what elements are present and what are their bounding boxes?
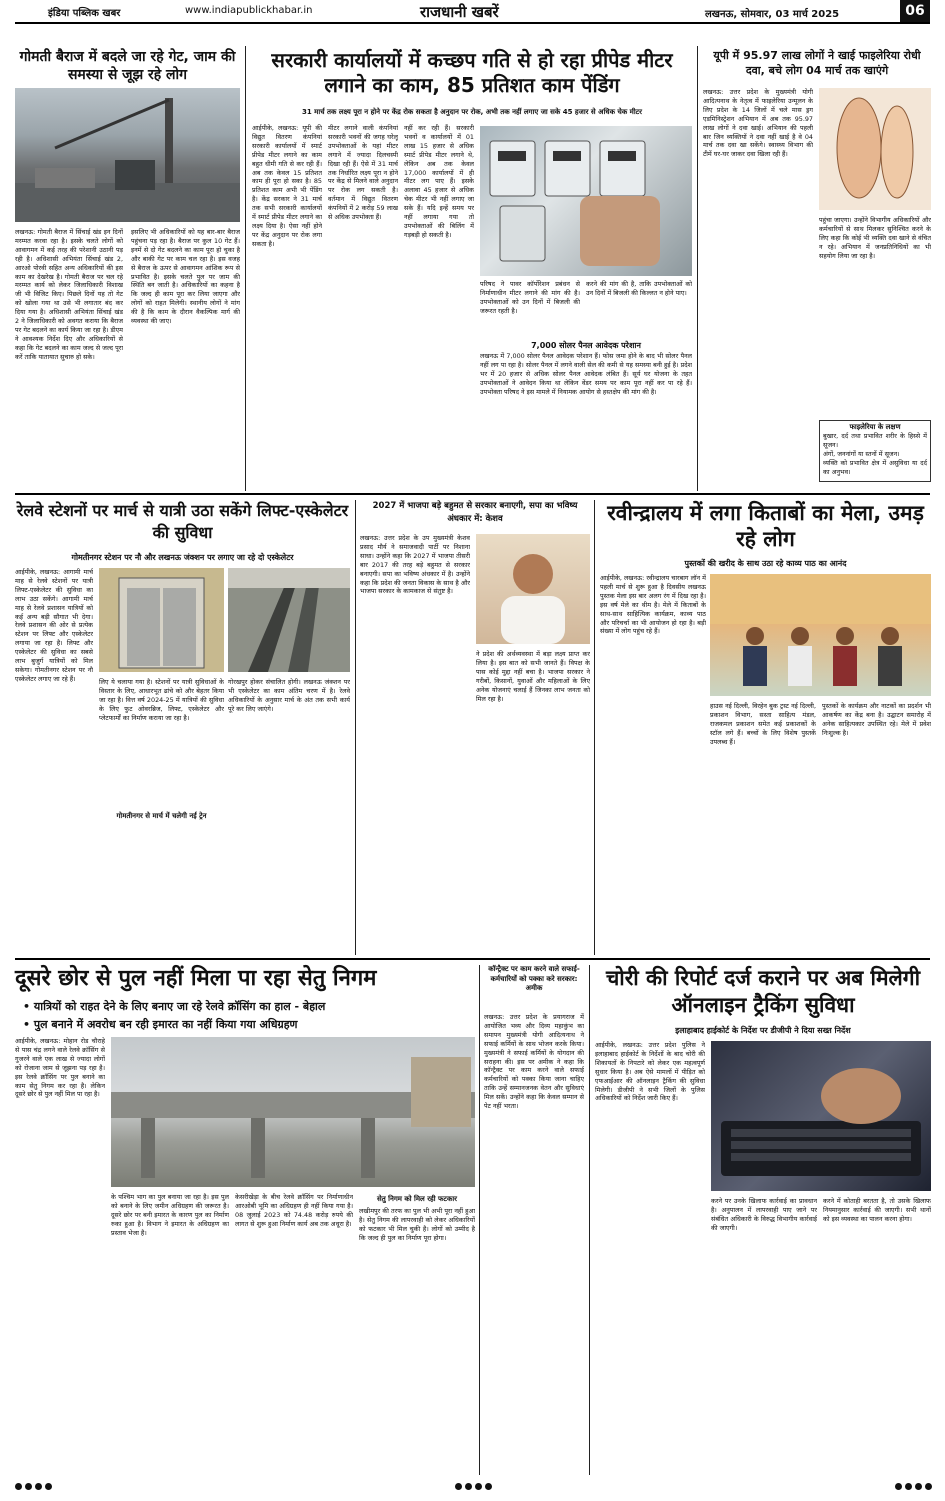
story-body: हाउस नई दिल्ली, विरहेन बुक ट्रस्ट नई दिल्ली, प्रकाशन विभाग, सस्ता साहित्य मंडल, राजकमल प्रकाशन समेत कई प्रकाशकों के स्टॉल लगे हैं। बच्चों के लिए विशेष पुस्तकें उपलब्ध हैं। [710, 702, 816, 746]
masthead-left-title: इंडिया पब्लिक खबर [48, 8, 121, 19]
divider [355, 500, 356, 955]
bullet-text: यात्रियों को राहत देने के लिए बनाए जा रहे रेलवे क्रॉसिंग का हाल - बेहाल [33, 1000, 326, 1013]
story-body: करने पर उनके खिलाफ कार्रवाई का प्रावधान है। अनुपालन में लापरवाही पाए जाने पर संबंधित अधिकारी के विरुद्ध विभागीय कार्रवाई की जाएगी। [711, 1197, 817, 1232]
keyboard-illustration [711, 1041, 931, 1191]
story-body: आईपीके, लखनऊ: उत्तर प्रदेश पुलिस ने इलाहाबाद हाईकोर्ट के निर्देशों के बाद चोरी की शिकायतों के निपटारे को लेकर एक महत्वपूर्ण सुधार किया है। अब ऐसे मामलों में पीड़ित को एफआईआर की ऑनलाइन ट्रैकिंग की सुविधा मिलेगी। डीजीपी ने सभी जिलों के पुलिस अधिकारियों को निर्देश जारी किए हैं। [595, 1041, 705, 1103]
story-body: नहीं कर रही हैं। सरकारी भवनों व कार्यालयों में 01 लाख 15 हजार से अधिक स्मार्ट प्रीपेड मीटर लगाने थे, लेकिन अब तक केवल 17,000 कार्यालयों में ही मीटर लग पाए हैं। इसके अलावा 45 हजार से अधिक चेक मीटर भी नहीं लगाए जा सके हैं। यदि इन्हें समय पर नहीं लगाया गया तो उपभोक्ताओं की बिलिंग में गड़बड़ी हो सकती है। [404, 124, 474, 239]
story-body: करने में कोताही बरतता है, तो उसके खिलाफ नियमानुसार कार्रवाई की जाएगी। सभी थानों को इस व्यवस्था का पालन करना होगा। [823, 1197, 931, 1223]
headline[interactable]: रेलवे स्टेशनों पर मार्च से यात्री उठा सकेंगे लिफ्ट-एस्केलेटर की सुविधा [16, 501, 349, 542]
meters-illustration [480, 126, 692, 276]
bullet-text: पुल बनाने में अवरोध बन रही इमारत का नहीं किया गया अधिग्रहण [33, 1018, 298, 1031]
story-setu-nigam [15, 965, 475, 1475]
story-theft-report [595, 965, 931, 1475]
story-body: ने प्रदेश की अर्थव्यवस्था में बड़ा लक्ष्य प्राप्त कर लिया है। इस बात को सभी जानते हैं। विपक्ष के पास कोई मुद्दा नहीं बचा है। भाजपा सरकार ने गरीबों, किसानों, युवाओं और महिलाओं के लिए अनेक योजनाएं चलाई हैं जिनका लाभ जनता को मिल रहा है। [476, 650, 590, 703]
divider [697, 46, 698, 491]
photo-lift [99, 568, 224, 672]
story-body: लखनऊ: गोमती बैराज में सिंचाई खंड इन दिनों मरम्मत करवा रहा है। इसके चलते लोगों को आवागमन में कई तरह की परेशानी उठानी पड़ रही है। अधिशासी अभियंता सिंचाई खंड 2, आरओ पोरवी सहित अन्य अधिकारियों की इस काम का देखरेख है। गोमती बैराज पर चल रहे मरम्मत कार्य को लेकर जिलाधिकारी विशाख जी भी विजिट किए। पिछले दिनों यह तो गेट को खोला गया था उसे भी लगातार बंद कर दिया गया है। अधिशासी अभियंता सिंचाई खंड 2 ने जिलाधिकारी को अवगत कराया कि बैराज पर गेट बदलने का कार्य किया जा रहा है। डीएम ने आवश्यक निर्देश दिए और अधिकारियों से कहा कि गेट बदलने का काम जल्द से जल्द पूरा करें ताकि यातायात सुचारु हो सके। [15, 228, 123, 361]
story-body: पहुंचा जाएगा। उन्होंने विभागीय अधिकारियों और कर्मचारियों से साथ मिलकर सुनिश्चित करने के लिए कहा कि कोई भी व्यक्ति दवा खाने से वंचित न रहे। अभियान में जनप्रतिनिधियों का भी सहयोग लिया जा रहा है। [819, 216, 931, 260]
story-body: लखनऊ में 7,000 सोलर पैनल आवेदक परेशान हैं। फोस जमा होने के बाद भी सोलर पैनल नहीं लग पा रहा है। सोलर पैनल में लगने वाली सेल की कमी से यह समस्या बनी हुई है। प्रदेश भर में 20 हजार से अधिक सोलर पैनल आवेदक लंबित हैं। सूर्य घर योजना के तहत उपभोक्ताओं ने आवेदन किया था लेकिन वेंडर समय पर काम पूरा नहीं कर पा रहे हैं। उपभोक्ता परिषद ने इस मामले में नियामक आयोग से हस्तक्षेप की मांग की है। [480, 352, 692, 396]
headline[interactable]: यूपी में 95.97 लाख लोगों ने खाई फाइलेरिया रोधी दवा, बचे लोग 04 मार्च तक खाएंगे [713, 49, 921, 77]
story-body: आईपीके, लखनऊ: आगामी मार्च माह से रेलवे स्टेशनों पर यात्री लिफ्ट-एस्केलेटर की सुविधा का लाभ उठा सकेंगे। आगामी मार्च माह से रेलवे प्रशासन यात्रियों को कई अन्य बड़ी सौगात भी देगा। रेलवे प्रशासन की ओर से प्रत्येक स्टेशन पर लिफ्ट और एस्केलेटर लगाया जा रहा है। लिफ्ट और एस्केलेटर की सुविधा का सबसे लाभ बुजुर्ग यात्रियों को मिल सकेगा। गोमतीनगर स्टेशन पर नौ एस्केलेटर लगाए जा रहे हैं। [15, 568, 93, 683]
headline[interactable]: कॉन्ट्रैक्ट पर काम करने वाले सफाई-कर्मचारियों को पक्का करे सरकार: अमीक [488, 965, 580, 992]
masthead [0, 0, 945, 42]
box-item: अंगों, जननांगों या स्तनों में सूजन। [823, 449, 900, 458]
footer-dots-center [455, 1483, 492, 1490]
story-body: लखनऊ: उत्तर प्रदेश के प्रयागराज में आयोजित भव्य और दिव्य महाकुंभ का समापन मुख्यमंत्री योगी आदित्यनाथ ने सफाई कर्मियों के साथ भोजन करके किया। मुख्यमंत्री ने सफाई कर्मियों के योगदान की सराहना की। इस पर अमीक ने कहा कि कॉन्ट्रैक्ट पर काम करने वाले सफाई कर्मचारियों को पक्का किया जाना चाहिए ताकि उन्हें सम्मानजनक वेतन और सुविधाएं मिल सकें। उन्होंने कहा कि केवल सम्मान से पेट नहीं भरता। [484, 1013, 584, 1111]
photo-escalator [228, 568, 350, 672]
photo-keshav-maurya [476, 534, 590, 644]
story-prepaid-meter [252, 48, 692, 493]
lift-illustration [99, 568, 224, 672]
story-body: पुस्तकों के कार्यक्रम और नाटकों का प्रदर्शन भी आकर्षण का केंद्र बना है। उद्घाटन समारोह में अनेक साहित्यकार उपस्थित रहे। मेले में प्रवेश निःशुल्क है। [822, 702, 931, 737]
box-item: व्यक्ति को प्रभावित क्षेत्र में असुविधा या दर्द का अनुभव। [823, 458, 927, 476]
crane-illustration [15, 88, 240, 222]
photo-crane-barrage [15, 88, 240, 222]
box-title: फाइलेरिया के लक्षण [849, 423, 901, 431]
story-book-fair [600, 500, 931, 955]
headline[interactable]: रवीन्द्रालय में लगा किताबों का मेला, उमड़ रहे लोग [607, 501, 924, 551]
bullet-point: • पुल बनाने में अवरोध बन रही इमारत का नहीं किया गया अधिग्रहण [23, 1018, 298, 1031]
photo-caption: परिषद ने पावर कॉर्पोरेशन प्रबंधन से निर्माणाधीन मीटर लगाने की मांग की है। उपभोक्ताओं को उन दिनों में बिजली की जरूरत रहती है। [480, 280, 580, 315]
sub-heading: 7,000 सोलर पैनल आवेदक परेशान [531, 341, 641, 350]
headline[interactable]: 2027 में भाजपा बड़े बहुमत से सरकार बनाएगी, सपा का भविष्य अंधकार में: केशव [372, 501, 578, 524]
masthead-rule [15, 22, 930, 24]
bullet-point: • यात्रियों को राहत देने के लिए बनाए जा रहे रेलवे क्रॉसिंग का हाल - बेहाल [23, 1000, 326, 1013]
box-item: बुखार, दर्द तथा प्रभावित शरीर के हिस्से में सूजन। [823, 432, 927, 449]
deck: गोमतीनगर स्टेशन पर नौ और लखनऊ जंक्शन पर लगाए जा रहे दो एस्केलेटर [71, 553, 294, 562]
story-body: मीटर लगाने वाली कंपनियां सरकारी भवनों की जगह घरेलू उपभोक्ताओं के यहां मीटर लगाने में ज्यादा दिलचस्पी दिखा रही हैं। ऐसे में 31 मार्च तक निर्धारित लक्ष्य पूरा न होने पर केंद्र से मिलने वाले अनुदान पर रोक लग सकती है। वर्तमान में विद्युत वितरण कंपनियों में 2 करोड़ 59 लाख से अधिक उपभोक्ता हैं। [328, 124, 398, 222]
divider [594, 500, 595, 955]
sub-heading: गोमतीनगर से मार्च में चलेगी नई ट्रेन [116, 812, 207, 820]
bridge-illustration [111, 1037, 475, 1187]
story-gomti-barrage [15, 48, 240, 488]
symptoms-box [819, 420, 931, 482]
story-body: गोरखपुर होकर संचालित होगी। लखनऊ जंक्शन पर भी एस्केलेटर का काम अंतिम चरण में है। रेलवे अधिकारियों के अनुसार मार्च के अंत तक सभी कार्य पूरे कर लिए जाएंगे। [228, 678, 350, 713]
sub-heading: सेतु निगम को मिल रही फटकार [376, 1195, 458, 1203]
story-safai-karmi [484, 965, 584, 1475]
headline[interactable]: सरकारी कार्यालयों में कच्छप गति से हो रहा प्रीपेड मीटर लगाने का काम, 85 प्रतिशत काम पेंडिंग [271, 48, 673, 97]
masthead-url[interactable]: www.indiapublickhabar.in [185, 5, 313, 16]
footer-dots-right [895, 1483, 932, 1490]
section-rule [15, 493, 930, 495]
story-body: इसलिए भी अधिकारियों को यह बार-बार बैराज पहुंचना पड़ रहा है। बैराज पर कुल 10 गेट हैं। इनमें से दो गेट बदलने का काम पूरा हो चुका है और बाकी गेट पर काम चल रहा है। इस वजह से बैराज के ऊपर से आवागमन आंशिक रूप से प्रभावित है। इसके चलते पुल पर जाम की स्थिति बन जाती है। अधिकारियों का कहना है कि जल्द ही काम पूरा कर लिया जाएगा और लोगों को राहत मिलेगी। स्थानीय लोगों ने मांग की है कि काम के दौरान वैकल्पिक मार्ग की व्यवस्था की जाए। [131, 228, 240, 326]
photo-electricity-meters [480, 126, 692, 276]
photo-book-fair-stage [710, 574, 931, 696]
escalator-illustration [228, 568, 350, 672]
story-keshav [360, 500, 590, 955]
photo-police-keyboard [711, 1041, 931, 1191]
leg-illustration [819, 88, 931, 210]
deck: इलाहाबाद हाईकोर्ट के निर्देश पर डीजीपी ने दिया सख्त निर्देश [675, 1026, 851, 1035]
portrait-illustration [476, 534, 590, 644]
photo-caption: करने की मांग की है, ताकि उपभोक्ताओं को उन दिनों में बिजली की किल्लत न होने पाए। [586, 280, 692, 297]
section-rule [15, 958, 930, 960]
deck: पुस्तकों की खरीद के साथ उठा रहे काव्य पाठ का आनंद [684, 559, 847, 568]
story-body: आईपीके, लखनऊ: रवीन्द्रालय चारबाग लॉन में पहली मार्च से शुरू हुआ है दिवसीय लखनऊ पुस्तक मेला इस बार अलग रंग में दिख रहा है। इस वर्ष मेले का थीम है। मेले में किताबों के साथ-साथ साहित्यिक कार्यक्रम, काव्य पाठ और परिचर्चा का भी आयोजन हो रहा है। बड़ी संख्या में लोग पहुंच रहे हैं। [600, 574, 706, 636]
divider [245, 46, 246, 491]
story-body: केसरीखेड़ा के बीच रेलवे क्रॉसिंग पर निर्माणाधीन आरओबी भूमि का अधिग्रहण ही नहीं किया गया है। 08 जुलाई 2023 को 74.48 करोड़ रुपये की लागत से शुरू हुआ निर्माण कार्य अब तक अधूरा है। [235, 1193, 353, 1228]
headline[interactable]: दूसरे छोर से पुल नहीं मिला पा रहा सेतु निगम [15, 966, 377, 991]
story-body: लखनऊ: उत्तर प्रदेश के मुख्यमंत्री योगी आदित्यनाथ के नेतृत्व में फाइलेरिया उन्मूलन के लिए प्रदेश के 14 जिलों में चले मास ड्रग एडमिनिस्ट्रेशन अभियान में अब तक 95.97 लाख लोगों ने दवा खाई। अभियान की पहली बार जिन व्यक्तियों ने दवा नहीं खाई है वे 04 मार्च तक दवा खा सकेंगे। स्वास्थ्य विभाग की टीमें घर-घर जाकर दवा खिला रही हैं। [703, 88, 813, 159]
headline[interactable]: गोमती बैराज में बदले जा रहे गेट, जाम की समस्या से जूझ रहे लोग [19, 49, 236, 83]
story-body: लिए ये चलाया गया है। स्टेशनों पर यात्री सुविधाओं के विस्तार के लिए, आधारभूत ढांचे को और बेहतर किया जा रहा है। वित्त वर्ष 2024-25 में यात्रियों की सुविधा के लिए फुट ओवरब्रिज, लिफ्ट, एस्केलेटर और प्लेटफार्मों का निर्माण कराया जा रहा है। [99, 678, 224, 722]
page-number-badge [900, 0, 930, 22]
masthead-section: राजधानी खबरें [420, 3, 499, 21]
headline[interactable]: चोरी की रिपोर्ट दर्ज कराने पर अब मिलेगी ऑनलाइन ट्रैकिंग सुविधा [605, 966, 921, 1017]
divider [589, 965, 590, 1475]
story-filaria [703, 48, 931, 488]
story-body: के पश्चिम भाग का पुल बनाया जा रहा है। इस पुल को बनाने के लिए जमीन अधिग्रहण की जरूरत है। दूसरे छोर पर बनी इमारत के कारण पुल का निर्माण रुका हुआ है। विभाग ने इमारत के अधिग्रहण का प्रस्ताव भेजा है। [111, 1193, 229, 1237]
story-body: लखीमपुर की तरफ का पुल भी अभी पूरा नहीं हुआ है। सेतु निगम की लापरवाही को लेकर अधिकारियों को फटकार भी मिल चुकी है। लोगों को उम्मीद है कि जल्द ही पुल का निर्माण पूरा होगा। [359, 1207, 475, 1242]
deck: 31 मार्च तक लक्ष्य पूरा न होने पर केंद्र रोक सकता है अनुदान पर रोक, अभी तक नहीं लगाए जा सके 45 हजार से अधिक चेक मीटर [301, 108, 643, 116]
masthead-dateline: लखनऊ, सोमवार, 03 मार्च 2025 [705, 9, 840, 20]
photo-filaria-illustration [819, 88, 931, 210]
photo-bridge-construction [111, 1037, 475, 1187]
page-number: 06 [905, 3, 925, 19]
story-body: लखनऊ: उत्तर प्रदेश के उप मुख्यमंत्री केशव प्रसाद मौर्य ने समाजवादी पार्टी पर निशाना साधा। उन्होंने कहा कि 2027 में भाजपा तीसरी बार 2017 की तरह बड़े बहुमत से सरकार बनाएगी। सपा का भविष्य अंधकार में है। उन्होंने कहा कि प्रदेश की जनता विकास के साथ है और भाजपा सरकार के कामकाज से संतुष्ट है। [360, 534, 470, 596]
stage-illustration [710, 574, 931, 696]
story-body: आईपीके, लखनऊ: मोहान रोड चौराहे से पास चंद्र लगने वाले रेलवे क्रॉसिंग से गुजरने वाले एक लाख से ज्यादा लोगों को रोजाना जाम से जूझना पड़ रहा है। इस रेलवे क्रॉसिंग पर पुल बनाने का काम सेतु निगम कर रहा है। लेकिन दूसरे छोर से पुल नहीं मिल पा रहा है। [15, 1037, 105, 1099]
story-railway-lifts [15, 500, 350, 955]
divider [479, 965, 480, 1475]
footer-dots-left [15, 1483, 52, 1490]
story-body: आईपीके, लखनऊ: यूपी की विद्युत वितरण कंपनियां सरकारी कार्यालयों में स्मार्ट प्रीपेड मीटर लगाने का काम बहुत धीमी गति से कर रही हैं। अब तक केवल 15 प्रतिशत काम ही पूरा हो सका है। 85 प्रतिशत काम अभी भी पेंडिंग है। केंद्र सरकार ने 31 मार्च तक सभी सरकारी कार्यालयों में स्मार्ट प्रीपेड मीटर लगाने का लक्ष्य दिया है। ऐसा नहीं होने पर केंद्र अनुदान पर रोक लगा सकता है। [252, 124, 322, 248]
